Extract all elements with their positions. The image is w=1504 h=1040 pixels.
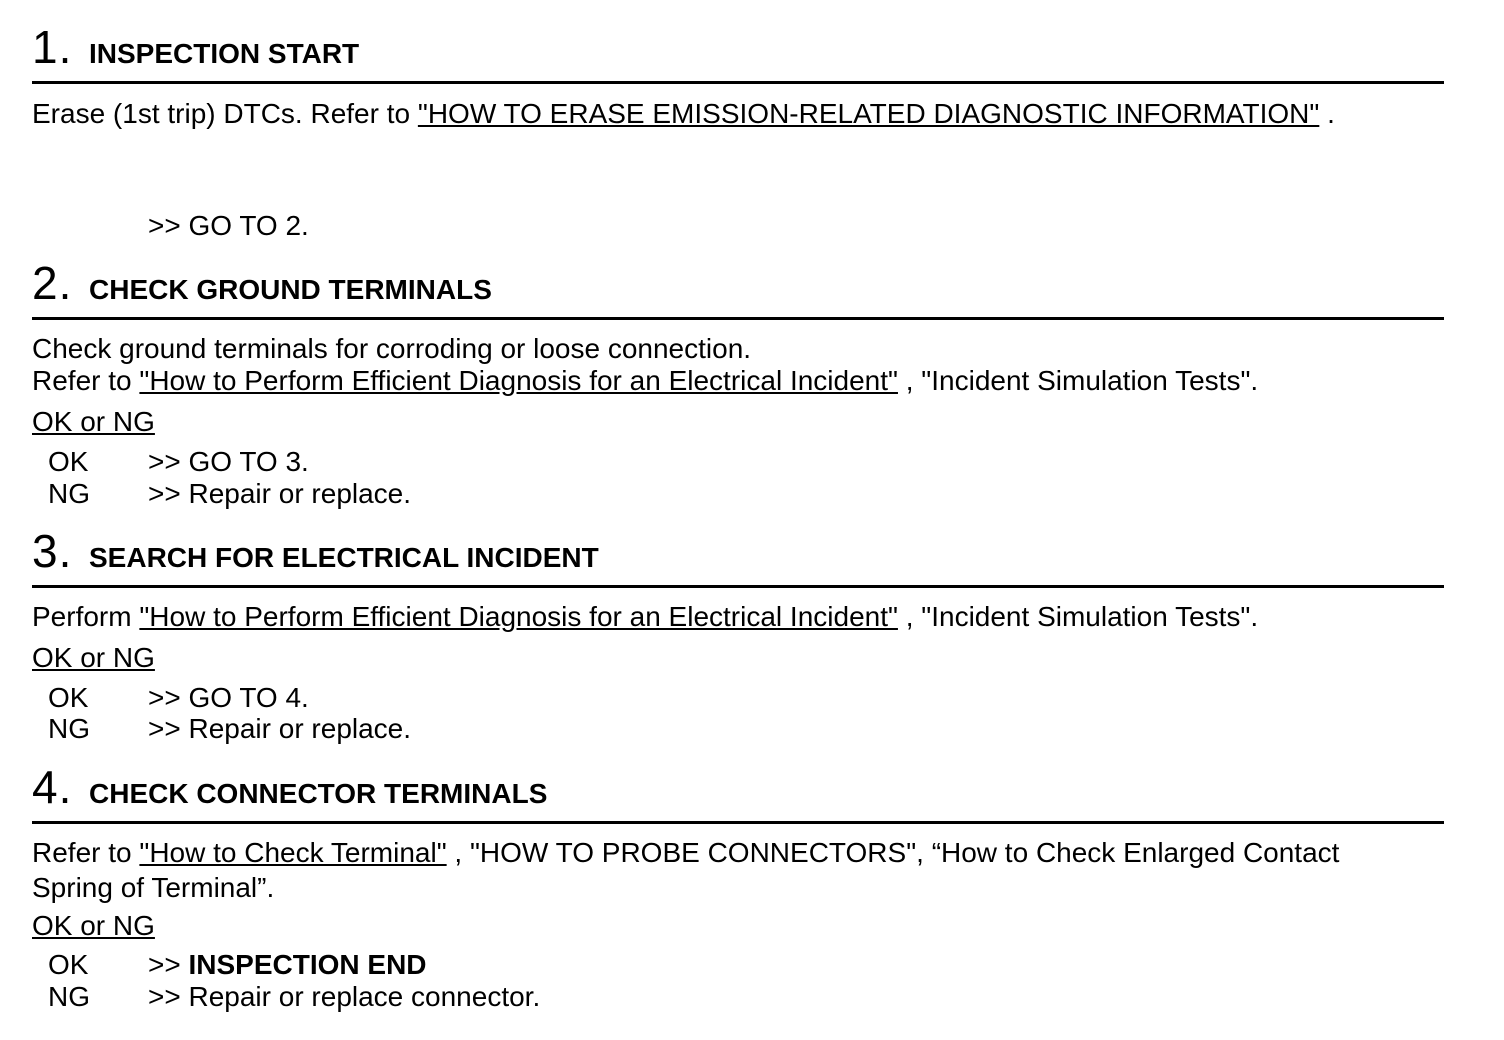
step-4 [32, 761, 1444, 1012]
text: , "HOW TO PROBE CONNECTORS", “How to Check Enlarged Contact [446, 837, 1340, 868]
ng-code: NG [48, 713, 90, 744]
step-number: 4. [32, 761, 73, 813]
divider [32, 81, 1444, 84]
ok-or-ng-link[interactable]: OK or NG [32, 642, 155, 673]
step-3 [32, 525, 1444, 744]
step-number: 1. [32, 21, 73, 73]
divider [32, 317, 1444, 320]
inspection-end-text: INSPECTION END [188, 949, 427, 980]
step-number: 2. [32, 257, 73, 309]
ok-or-ng-link[interactable]: OK or NG [32, 910, 155, 941]
step-title: CHECK GROUND TERMINALS [89, 274, 492, 305]
ok-action [148, 949, 427, 981]
ok-or-ng-label [32, 910, 155, 942]
step-title: CHECK CONNECTOR TERMINALS [89, 778, 548, 809]
text: Refer to [32, 365, 140, 396]
step-3-header [32, 525, 1444, 588]
divider [32, 821, 1444, 824]
step-2-header [32, 257, 1444, 320]
ok-action: >> GO TO 4. [148, 682, 309, 713]
ng-code: NG [48, 981, 90, 1012]
text: , "Incident Simulation Tests". [897, 365, 1259, 396]
ok-or-ng-label [32, 406, 155, 438]
text: Check ground terminals for corroding or loose connection. [32, 333, 752, 364]
step-title: INSPECTION START [89, 38, 360, 69]
step-1 [32, 21, 1444, 241]
step-4-header [32, 761, 1444, 824]
ok-code: OK [48, 949, 89, 980]
check-terminal-link[interactable]: "How to Check Terminal" [139, 837, 447, 868]
divider [32, 585, 1444, 588]
ng-action: >> Repair or replace connector. [148, 981, 541, 1012]
text: Perform [32, 601, 140, 632]
text: Refer to [32, 837, 140, 868]
instruction-line [32, 98, 1335, 130]
text: , "Incident Simulation Tests". [897, 601, 1259, 632]
instruction-line [32, 601, 1258, 633]
instruction-line [32, 365, 1258, 397]
ng-action: >> Repair or replace. [148, 713, 412, 744]
text: Erase (1st trip) DTCs. Refer to [32, 98, 418, 129]
step-2 [32, 257, 1444, 509]
ng-action: >> Repair or replace. [148, 478, 412, 509]
diagnosis-link[interactable]: "How to Perform Efficient Diagnosis for an Electrical Incident" [139, 365, 898, 396]
instruction-line [32, 872, 274, 904]
instruction-line [32, 837, 1339, 869]
step-1-header [32, 21, 1444, 84]
ok-or-ng-label [32, 642, 155, 674]
diagnosis-link[interactable]: "How to Perform Efficient Diagnosis for an Electrical Incident" [139, 601, 898, 632]
step-title: SEARCH FOR ELECTRICAL INCIDENT [89, 542, 599, 573]
next-step-action: >> GO TO 2. [148, 210, 309, 241]
text: Spring of Terminal”. [32, 872, 275, 903]
ng-code: NG [48, 478, 90, 509]
instruction-line [32, 333, 751, 365]
action-prefix: >> [148, 949, 189, 980]
text: . [1319, 98, 1335, 129]
ok-action: >> GO TO 3. [148, 446, 309, 477]
ok-code: OK [48, 446, 89, 477]
ok-code: OK [48, 682, 89, 713]
erase-dtc-link[interactable]: "HOW TO ERASE EMISSION-RELATED DIAGNOSTIC INFORMATION" [417, 98, 1320, 129]
ok-or-ng-link[interactable]: OK or NG [32, 406, 155, 437]
step-number: 3. [32, 525, 73, 577]
